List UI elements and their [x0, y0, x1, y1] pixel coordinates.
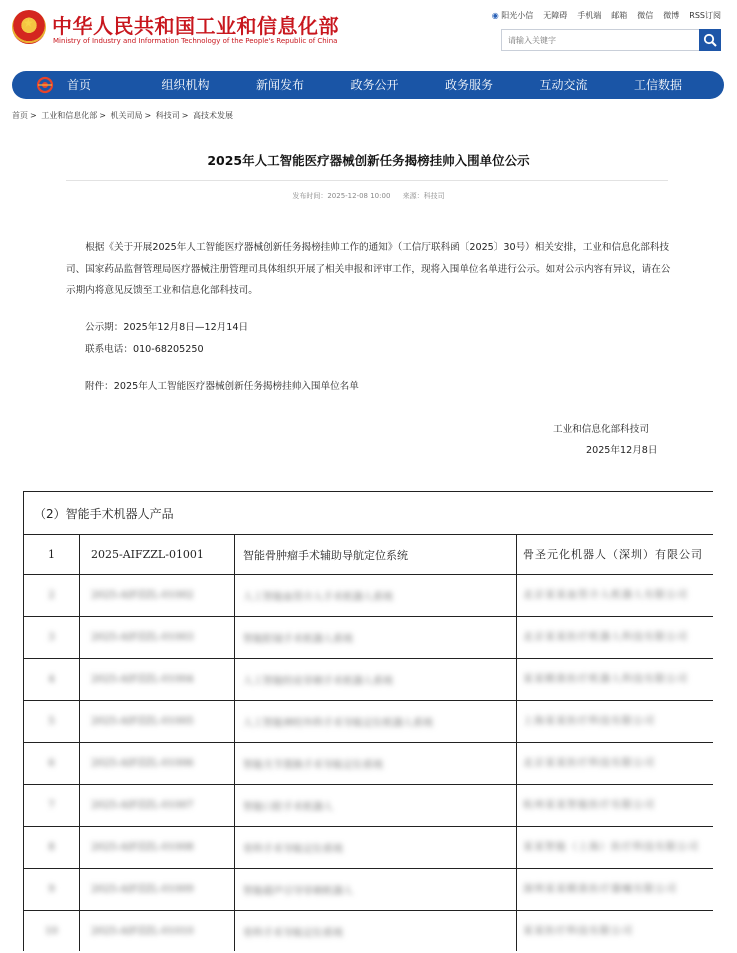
- project-code: 2025-AIFZZL-01007: [80, 785, 235, 827]
- nav-public-affairs[interactable]: 政务公开: [350, 78, 399, 92]
- article-source: 来源：科技司: [402, 192, 445, 200]
- row-number: 7: [24, 785, 80, 827]
- product-name: 人工智能血管介入手术机器人系统: [235, 575, 517, 617]
- project-code: 2025-AIFZZL-01005: [80, 701, 235, 743]
- table-row: [24, 869, 714, 911]
- table-row: [24, 659, 714, 701]
- accessibility-link[interactable]: 无障碍: [543, 11, 568, 20]
- row-number: 3: [24, 617, 80, 659]
- shortlist-table: [23, 491, 713, 951]
- project-code: 2025-AIFZZL-01002: [80, 575, 235, 617]
- attachment-link[interactable]: 附件：2025年人工智能医疗器械创新任务揭榜挂帅入围单位名单: [85, 381, 359, 392]
- table-row: [24, 911, 714, 952]
- project-code: 2025-AIFZZL-01003: [80, 617, 235, 659]
- project-code: 2025-AIFZZL-01010: [80, 911, 235, 952]
- company-name: 杭州某某智能医疗有限公司: [517, 785, 714, 827]
- row-number: 2: [24, 575, 80, 617]
- rss-link[interactable]: RSS订阅: [689, 11, 721, 20]
- table-row: [24, 617, 714, 659]
- search-icon: [703, 33, 717, 47]
- row-number: 4: [24, 659, 80, 701]
- article-body-paragraph: 根据《关于开展2025年人工智能医疗器械创新任务揭榜挂帅工作的通知》（工信厅联科函〔2025〕30号）相关安排，工业和信息化部科技司、国家药品监督管理局医疗器械注册管理司具体组织开展了相关申报和评审工作，现将入围单位名单进行公示。如对公示内容有异议，请在公示期内将意见反馈至工业和信息化部科技司。: [66, 242, 671, 296]
- breadcrumb-tech-dept[interactable]: 科技司: [155, 111, 180, 120]
- nav-interaction[interactable]: 互动交流: [539, 78, 588, 92]
- project-code: 2025-AIFZZL-01009: [80, 869, 235, 911]
- company-name: 北京某某血管介入机器人有限公司: [517, 575, 714, 617]
- company-name: 北京某某医疗科技有限公司: [517, 743, 714, 785]
- nav-home[interactable]: 首页: [67, 78, 92, 92]
- miit-logo-icon: [36, 76, 54, 94]
- sunshine-link[interactable]: ◉ 阳光小信: [491, 11, 534, 20]
- company-name: 深圳某某精准医疗器械有限公司: [517, 869, 714, 911]
- mail-link[interactable]: 邮箱: [611, 11, 628, 20]
- top-links: [492, 10, 721, 21]
- search-input[interactable]: [502, 30, 700, 50]
- row-number: 10: [24, 911, 80, 952]
- row-number: 1: [24, 535, 80, 575]
- row-number: 9: [24, 869, 80, 911]
- product-name: 人工智能经皮穿刺手术机器人系统: [235, 659, 517, 701]
- row-number: 6: [24, 743, 80, 785]
- title-divider: [66, 180, 668, 181]
- product-name: 人工智能神经外科手术导航定位机器人系统: [235, 701, 517, 743]
- product-name: 智能关节置换手术导航定位系统: [235, 743, 517, 785]
- table-row: [24, 743, 714, 785]
- company-name: 骨圣元化机器人（深圳）有限公司: [517, 535, 714, 575]
- table-row: [24, 701, 714, 743]
- article-meta: [0, 191, 737, 201]
- sunshine-icon: ◉: [491, 11, 499, 20]
- national-emblem-icon: ★: [12, 10, 46, 44]
- sign-date: 2025年12月8日: [586, 445, 658, 456]
- nav-data[interactable]: 工信数据: [634, 78, 683, 92]
- project-code: 2025-AIFZZL-01001: [80, 535, 235, 575]
- table-row: [24, 535, 714, 575]
- project-code: 2025-AIFZZL-01008: [80, 827, 235, 869]
- company-name: 上海某某医疗科技有限公司: [517, 701, 714, 743]
- project-code: 2025-AIFZZL-01004: [80, 659, 235, 701]
- table-row: [24, 827, 714, 869]
- wechat-link[interactable]: 微信: [637, 11, 654, 20]
- site-subtitle: Ministry of Industry and Information Technology of the People's Republic of China: [53, 37, 338, 45]
- nav-services[interactable]: 政务服务: [445, 78, 494, 92]
- nav-news[interactable]: 新闻发布: [256, 78, 305, 92]
- breadcrumb-home[interactable]: 首页: [12, 111, 28, 120]
- product-name: 智能超声引导穿刺机器人: [235, 869, 517, 911]
- blurred-rows: [24, 575, 714, 952]
- product-name: 骨科手术导航定位系统: [235, 827, 517, 869]
- company-name: 某某医疗科技有限公司: [517, 911, 714, 952]
- publicity-period: 公示期：2025年12月8日—12月14日: [85, 322, 249, 333]
- product-name: 智能腔镜手术机器人系统: [235, 617, 517, 659]
- breadcrumb-ministry[interactable]: 工业和信息化部: [41, 111, 98, 120]
- project-code: 2025-AIFZZL-01006: [80, 743, 235, 785]
- nav-organization[interactable]: 组织机构: [161, 78, 210, 92]
- table-category-row: [24, 492, 714, 535]
- table-row: [24, 785, 714, 827]
- publish-time: 发布时间：2025-12-08 10:00: [292, 192, 391, 200]
- main-nav: [12, 71, 724, 99]
- breadcrumb-departments[interactable]: 机关司局: [110, 111, 143, 120]
- site-title[interactable]: 中华人民共和国工业和信息化部: [52, 14, 339, 38]
- weibo-link[interactable]: 微博: [663, 11, 680, 20]
- row-number: 5: [24, 701, 80, 743]
- breadcrumb: 首页 > 工业和信息化部 > 机关司局 > 科技司 > 高技术发展: [12, 111, 233, 120]
- table-row: [24, 575, 714, 617]
- product-name: 智能口腔手术机器人: [235, 785, 517, 827]
- signature: 工业和信息化部科技司: [553, 424, 649, 435]
- company-name: 北京某某医疗机器人科技有限公司: [517, 617, 714, 659]
- row-number: 8: [24, 827, 80, 869]
- article-title: 2025年人工智能医疗器械创新任务揭榜挂帅入围单位公示: [207, 153, 530, 168]
- company-name: 某某智能（上海）医疗科技有限公司: [517, 827, 714, 869]
- product-name: 智能骨肿瘤手术辅助导航定位系统: [235, 535, 517, 575]
- breadcrumb-high-tech[interactable]: 高技术发展: [193, 111, 233, 120]
- company-name: 某某精准医疗机器人科技有限公司: [517, 659, 714, 701]
- site-header: [0, 0, 737, 66]
- search-box: [501, 29, 721, 51]
- search-button[interactable]: [699, 29, 721, 51]
- contact-phone: 联系电话：010-68205250: [85, 344, 204, 355]
- category-title: （2）智能手术机器人产品: [24, 492, 714, 535]
- product-name: 骨科手术导航定位系统: [235, 911, 517, 952]
- mobile-link[interactable]: 手机端: [577, 11, 602, 20]
